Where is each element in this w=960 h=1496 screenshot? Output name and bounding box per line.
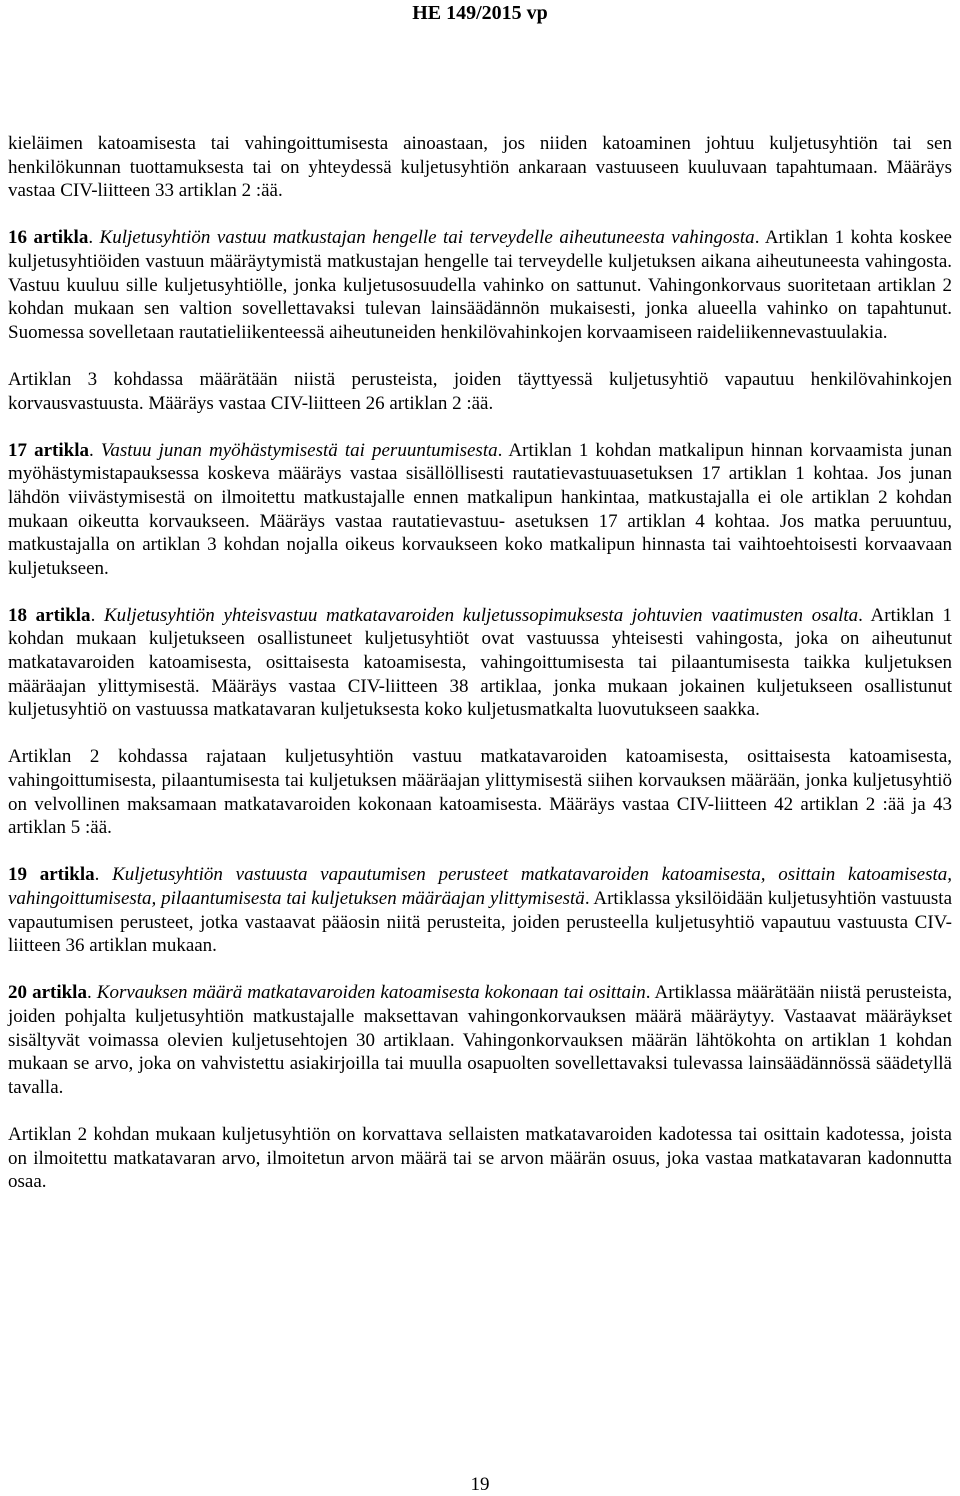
- article-text: Artiklassa määrätään niistä perusteista, joiden pohjalta kuljetusyhtiön matkustajalle maksettavan vahingonkorvauksen määrä määräytyy. Vastaavat määräykset sisältyvät voimassa olevien kuljetusehtojen 30 artiklaan. Vahingonkorvauksen määrän lähtökohta on artiklan 1 kohdan mukaan se arvo, joka on vahvistettu asiakirjoilla tai muulla osapuolten sovellettavaksi tulevassa lainsäädännössä säädetyllä tavalla.: [8, 982, 952, 1098]
- article-text: Artiklassa yksilöidään kuljetusyhtiön vastuusta vapautumisen perusteet, jotka vastaavat pääosin niitä perusteita, joiden perusteella kuljetusyhtiö vapautuu vastuusta CIV-liitteen 36 artiklan mukaan.: [8, 888, 952, 957]
- article-17: 17 artikla. Vastuu junan myöhästymisestä tai peruuntumisesta. Artiklan 1 kohdan matkalipun hinnan korvaamista junan myöhästymistapauksessa koskeva määräys vastaa sisällöllisesti rautatievastuuasetuksen 17 artiklan 1 kohtaa. Jos junan lähdön viivästymisestä on ilmoitettu matkustajalle ennen matkalipun hankintaa, matkustajalla ei ole artiklan 2 kohdan mukaan oikeutta korvaukseen. Määräys vastaa rautatievastuu- asetuksen 17 artiklan 4 kohtaa. Jos matka peruuntuu, matkustajalla on artiklan 3 kohdan nojalla oikeus korvaukseen koko matkalipun hinnasta tai vaihtoehtoisesti korvaavaan kuljetukseen.: [8, 439, 952, 579]
- article-text: Artiklan 1 kohdan matkalipun hinnan korvaamista junan myöhästymistapauksessa koskeva määräys vastaa sisällöllisesti rautatievastuuasetuksen 17 artiklan 1 kohtaa. Jos junan lähdön viivästymisestä on ilmoitettu matkustajalle ennen matkalipun hankintaa, matkustajalla ei ole artiklan 2 kohdan mukaan oikeutta korvaukseen. Määräys vastaa rautatievastuu- asetuksen 17 artiklan 4 kohtaa. Jos matka peruuntuu, matkustajalla on artiklan 3 kohdan nojalla oikeus korvaukseen koko matkalipun hinnasta tai vaihtoehtoisesti korvaavaan kuljetukseen.: [8, 439, 952, 579]
- article-title: Vastuu junan myöhästymisestä tai peruuntumisesta: [100, 439, 498, 461]
- article-title: Korvauksen määrä matkatavaroiden katoamisesta kokonaan tai osittain: [96, 982, 646, 1004]
- document-body: [8, 132, 952, 1217]
- article-text: Artiklan 1 kohdan mukaan kuljetukseen osallistuneet kuljetusyhtiöt ovat vastuussa yhteisesti vahingosta, joka on aiheutunut matkatavaroiden katoamisesta, osittaisesta katoamisesta, vahingoittumisesta tai pilaantumisesta taikka kuljetuksen määräajan ylittymisestä. Määräys vastaa CIV-liitteen 38 artiklaa, jonka mukaan jokainen kuljetukseen osallistunut kuljetusyhtiö on vastuussa matkatavaran kuljetuksesta koko kuljetusmatkalta luovutukseen saakka.: [8, 604, 953, 721]
- article-number: 18 artikla: [8, 604, 91, 626]
- paragraph-text: Artiklan 3 kohdassa määrätään niistä perusteista, joiden täyttyessä kuljetusyhtiö vapautuu henkilövahinkojen korvausvastuusta. Määräys vastaa CIV-liitteen 26 artiklan 2 :ää.: [8, 368, 952, 414]
- page-number: 19: [470, 1474, 490, 1495]
- article-18: 18 artikla. Kuljetusyhtiön yhteisvastuu matkatavaroiden kuljetussopimuksesta johtuvien vaatimusten osalta. Artiklan 1 kohdan mukaan kuljetukseen osallistuneet kuljetusyhtiöt ovat vastuussa yhteisesti vahingosta, joka on aiheutunut matkatavaroiden katoamisesta, osittaisesta katoamisesta, vahingoittumisesta tai pilaantumisesta taikka kuljetuksen määräajan ylittymisestä. Määräys vastaa CIV-liitteen 38 artiklaa, jonka mukaan jokainen kuljetukseen osallistunut kuljetusyhtiö on vastuussa matkatavaran kuljetuksesta koko kuljetusmatkalta luovutukseen saakka.: [8, 604, 953, 721]
- paragraph-text: Artiklan 2 kohdassa rajataan kuljetusyhtiön vastuu matkatavaroiden katoamisesta, osittaisesta katoamisesta, vahingoittumisesta, pilaantumisesta tai kuljetuksen määräajan ylittymisestä siihen korvauksen määrään, jonka kuljetusyhtiö on velvollinen maksamaan matkatavaroiden kokonaan katoamisesta. Määräys vastaa CIV-liitteen 42 artiklan 2 :ää ja 43 artiklan 5 :ää.: [8, 746, 952, 839]
- article-20: 20 artikla. Korvauksen määrä matkatavaroiden katoamisesta kokonaan tai osittain. Artiklassa määrätään niistä perusteista, joiden pohjalta kuljetusyhtiön matkustajalle maksettavan vahingonkorvauksen määrä määräytyy. Vastaavat määräykset sisältyvät voimassa olevien kuljetusehtojen 30 artiklaan. Vahingonkorvauksen määrän lähtökohta on artiklan 1 kohdan mukaan se arvo, joka on vahvistettu asiakirjoilla tai muulla osapuolten sovellettavaksi tulevassa lainsäädännössä säädetyllä tavalla.: [8, 982, 952, 1098]
- paragraph-20-2: [8, 1123, 952, 1194]
- article-19: 19 artikla. Kuljetusyhtiön vastuusta vapautumisen perusteet matkatavaroiden katoamisesta, osittain katoamisesta, vahingoittumisesta, pilaantumisesta tai kuljetuksen määräajan ylittymisestä. Artiklassa yksilöidään kuljetusyhtiön vastuusta vapautumisen perusteet, jotka vastaavat pääosin niitä perusteita, joiden perusteella kuljetusyhtiö vapautuu vastuusta CIV-liitteen 36 artiklan mukaan.: [8, 864, 952, 957]
- article-title: Kuljetusyhtiön vastuusta vapautumisen perusteet matkatavaroiden katoamisesta, osittain katoamisesta, vahingoittumisesta, pilaantumisesta tai kuljetuksen määräajan ylittymisestä: [8, 864, 952, 909]
- paragraph-continuation: [8, 132, 952, 203]
- article-16: 16 artikla. Kuljetusyhtiön vastuu matkustajan hengelle tai terveydelle aiheutuneesta vahingosta. Artiklan 1 kohta koskee kuljetusyhtiöiden vastuun määräytymistä matkustajan hengelle tai terveydelle kuljetuksen aikana aiheutuneesta vahingosta. Vastuu kuuluu sille kuljetusyhtiölle, jonka kuljetusosuudella vahinko on sattunut. Vahingonkorvaus suoritetaan artiklan 2 kohdan mukaan sen valtion sovellettavaksi tulevan lainsäädännön mukaisesti, jonka alueella vahinko on tapahtunut. Suomessa sovelletaan rautatieliikenteessä aiheutuneiden henkilövahinkojen korvaamiseen raideliikennevastuulakia.: [8, 227, 952, 343]
- article-number: 20 artikla: [8, 982, 87, 1004]
- article-number: 16 artikla: [8, 227, 89, 249]
- article-title: Kuljetusyhtiön yhteisvastuu matkatavaroiden kuljetussopimuksesta johtuvien vaatimusten osalta: [103, 604, 859, 626]
- article-number: 17 artikla: [8, 439, 89, 461]
- paragraph-text: Artiklan 2 kohdan mukaan kuljetusyhtiön on korvattava sellaisten matkatavaroiden kadotessa tai osittain kadotessa, joista on ilmoitettu matkatavaran arvo, ilmoitetun arvon määrä tai se arvon määrän osuus, joka vastaa matkatavaran kadonnutta osaa.: [8, 1123, 952, 1193]
- paragraph-text: kieläimen katoamisesta tai vahingoittumisesta ainoastaan, jos niiden katoaminen johtuu kuljetusyhtiön tai sen henkilökunnan tuottamuksesta tai on yhteydessä kuljetusyhtiön ankaraan vastuuseen kuuluvaan tapahtumaan. Määräys vastaa CIV-liitteen 33 artiklan 2 :ää.: [8, 133, 952, 202]
- article-title: Kuljetusyhtiön vastuu matkustajan hengelle tai terveydelle aiheutuneesta vahingosta: [99, 227, 755, 249]
- document-id-header: HE 149/2015 vp: [412, 2, 548, 24]
- paragraph-18-2: [8, 745, 952, 839]
- article-text: Artiklan 1 kohta koskee kuljetusyhtiöiden vastuun määräytymistä matkustajan hengelle tai terveydelle kuljetuksen aikana aiheutuneesta vahingosta. Vastuu kuuluu sille kuljetusyhtiölle, jonka kuljetusosuudella vahinko on sattunut. Vahingonkorvaus suoritetaan artiklan 2 kohdan mukaan sen valtion sovellettavaksi tulevan lainsäädännön mukaisesti, jonka alueella vahinko on tapahtunut. Suomessa sovelletaan rautatieliikenteessä aiheutuneiden henkilövahinkojen korvaamiseen raideliikennevastuulakia.: [8, 227, 952, 343]
- article-number: 19 artikla: [8, 864, 95, 886]
- paragraph-16-3: [8, 368, 952, 415]
